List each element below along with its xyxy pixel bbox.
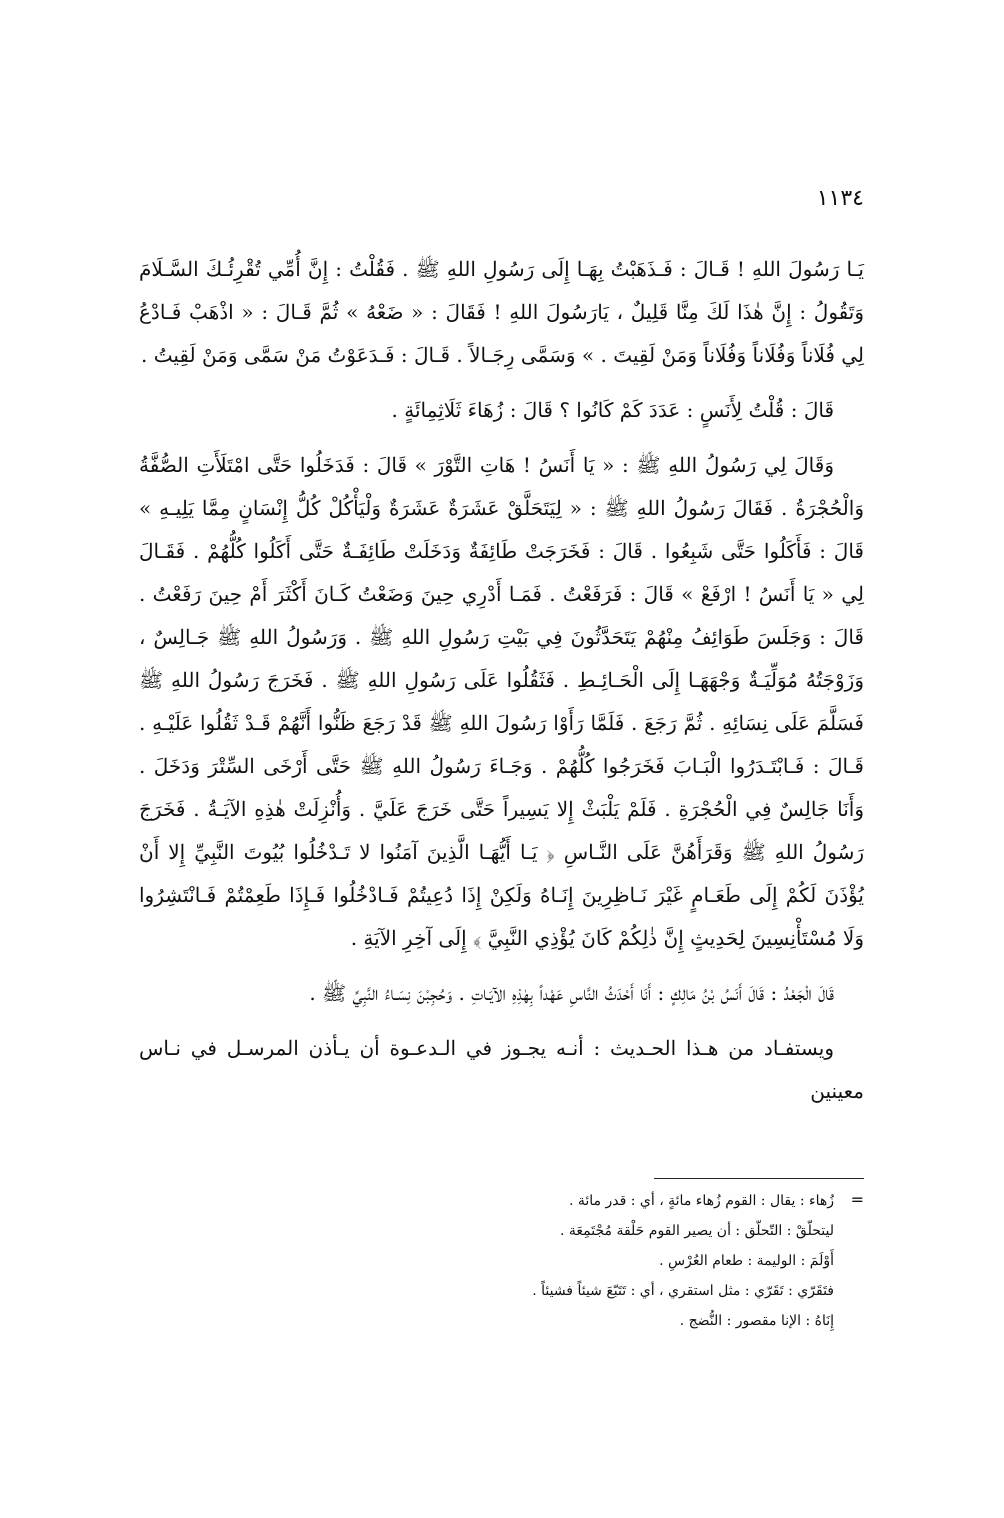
- footnote-item: إِنَاهُ : الإنا مقصور : النُّضج .: [679, 1313, 834, 1329]
- paragraph-4: قَالَ الْجَعْدُ : قَالَ أَنَسُ بْنُ مَالِكٍ : أَنَا أَحْدَثُ النَّاسِ عَهْداً بِهٰذِهِ الآيَـاتِ . وَحُجِبْنَ نِسَـاءُ النَّبِيِّ ﷺ .: [309, 981, 834, 1005]
- page-number: ١١٣٤: [816, 186, 864, 211]
- footnote-divider: [654, 1178, 864, 1179]
- footnote-continuation-mark: =: [850, 1190, 864, 1209]
- footnote-item: فتَقَرّي : تَقَرّي : مثل استقري ، أي : تَتَبّعَ شيئاً فشيئاً .: [532, 1283, 834, 1299]
- footnote-item: زُهاء : يقال : القوم زُهاء مائةٍ ، أي : قدر مائة .: [568, 1193, 834, 1209]
- paragraph-1: يَـا رَسُولَ اللهِ ! قَـالَ : فَـذَهَبْتُ بِهَـا إِلَى رَسُولِ اللهِ ﷺ . فَقُلْتُ : إِنَّ أُمِّي تُقْرِئُـكَ السَّـلَامَ وَتَقُولُ : إِنَّ هٰذَا لَكَ مِنَّا قَلِيلٌ ، يَارَسُولَ اللهِ ! فَقَالَ : « ضَعْهُ » ثُمَّ قَـالَ : « اذْهَبْ فَـادْعُ لِي فُلَاناً وَفُلَاناً وَفُلَاناً وَمَنْ لَقِيتَ . » وَسَمَّى رِجَـالاً . قَـالَ : فَـدَعَوْتُ مَنْ سَمَّى وَمَنْ لَقِيتُ .: [139, 257, 865, 367]
- paragraph-2: قَالَ : قُلْتُ لِأَنَسٍ : عَدَدَ كَمْ كَانُوا ؟ قَالَ : زُهَاءَ ثَلَاثِمِائَةٍ .: [391, 398, 834, 422]
- footnote-item: أَوْلَمَ : الوليمة : طعام العُرْسِ .: [659, 1253, 834, 1269]
- footnotes: [334, 1186, 834, 1336]
- paragraph-5: ويستفـاد من هـذا الحـديث : أنـه يجـوز في الـدعـوة أن يـأذن المرسـل في نـاس معينين: [139, 1036, 864, 1103]
- footnote-item: ليتحلّقْ : التّحلّق : أن يصير القوم حَلْقة مُجْتَمِعَة .: [559, 1223, 834, 1239]
- body-text: [139, 248, 864, 1113]
- paragraph-3: وَقَالَ لِي رَسُولُ اللهِ ﷺ : « يَا أَنَسُ ! هَاتِ التَّوْرَ » قَالَ : فَدَخَلُوا حَتَّى امْتَلَأَتِ الصُّفَّةُ وَالْحُجْرَةُ . فَقَالَ رَسُولُ اللهِ ﷺ : « لِيَتَحَلَّقْ عَشَرَةٌ عَشَرَةٌ وَلْيَأْكُلْ كُلُّ إِنْسَانٍ مِمَّا يَلِيـهِ » قَالَ : فَأَكَلُوا حَتَّى شَبِعُوا . قَالَ : فَخَرَجَتْ طَائِفَةٌ وَدَخَلَتْ طَائِفَـةٌ حَتَّى أَكَلُوا كُلُّهُمْ . فَقَـالَ لِي « يَا أَنَسُ ! ارْفَعْ » قَالَ : فَرَفَعْتُ . فَمَـا أَدْرِي حِينَ وَضَعْتُ كَـانَ أَكْثَرَ أَمْ حِينَ رَفَعْتُ . قَالَ : وَجَلَسَ طَوَائِفُ مِنْهُمْ يَتَحَدَّثُونَ فِي بَيْتِ رَسُولِ اللهِ ﷺ . وَرَسُولُ اللهِ ﷺ جَـالِسٌ ، وَزَوْجَتُهُ مُوَلِّيَـةٌ وَجْهَهَـا إِلَى الْحَـائِـطِ . فَثَقُلُوا عَلَى رَسُولِ اللهِ ﷺ . فَخَرَجَ رَسُولُ اللهِ ﷺ فَسَلَّمَ عَلَى نِسَائِهِ . ثُمَّ رَجَعَ . فَلَمَّا رَأَوْا رَسُولَ اللهِ ﷺ قَدْ رَجَعَ ظَنُّوا أَنَّهُمْ قَـدْ ثَقُلُوا عَلَيْـهِ . قَـالَ : فَـابْتَـدَرُوا الْبَـابَ فَخَرَجُوا كُلُّهُمْ . وَجَـاءَ رَسُولُ اللهِ ﷺ حَتَّى أَرْخَى السِّتْرَ وَدَخَلَ . وَأَنَا جَالِسٌ فِي الْحُجْرَةِ . فَلَمْ يَلْبَثْ إِلا يَسِيراً حَتَّى خَرَجَ عَلَيَّ . وَأُنْزِلَتْ هٰذِهِ الآيَـةُ . فَخَرَجَ رَسُولُ اللهِ ﷺ وَقَرَأَهُنَّ عَلَى النَّـاسِ ﴿ يَـا أَيُّهَـا الَّذِينَ آمَنُوا لا تَـدْخُلُوا بُيُوتَ النَّبِيِّ إِلا أَنْ يُؤْذَنَ لَكُمْ إِلَى طَعَـامٍ غَيْرَ نَـاظِرِينَ إِنَـاهُ وَلَكِنْ إِذَا دُعِيتُمْ فَـادْخُلُوا فَـإِذَا طَعِمْتُمْ فَـانْتَشِرُوا وَلَا مُسْتَأْنِسِينَ لِحَدِيثٍ إِنَّ ذٰلِكُمْ كَانَ يُؤْذِي النَّبِيَّ ﴾ إِلَى آخِرِ الآيَةِ .: [139, 453, 864, 950]
